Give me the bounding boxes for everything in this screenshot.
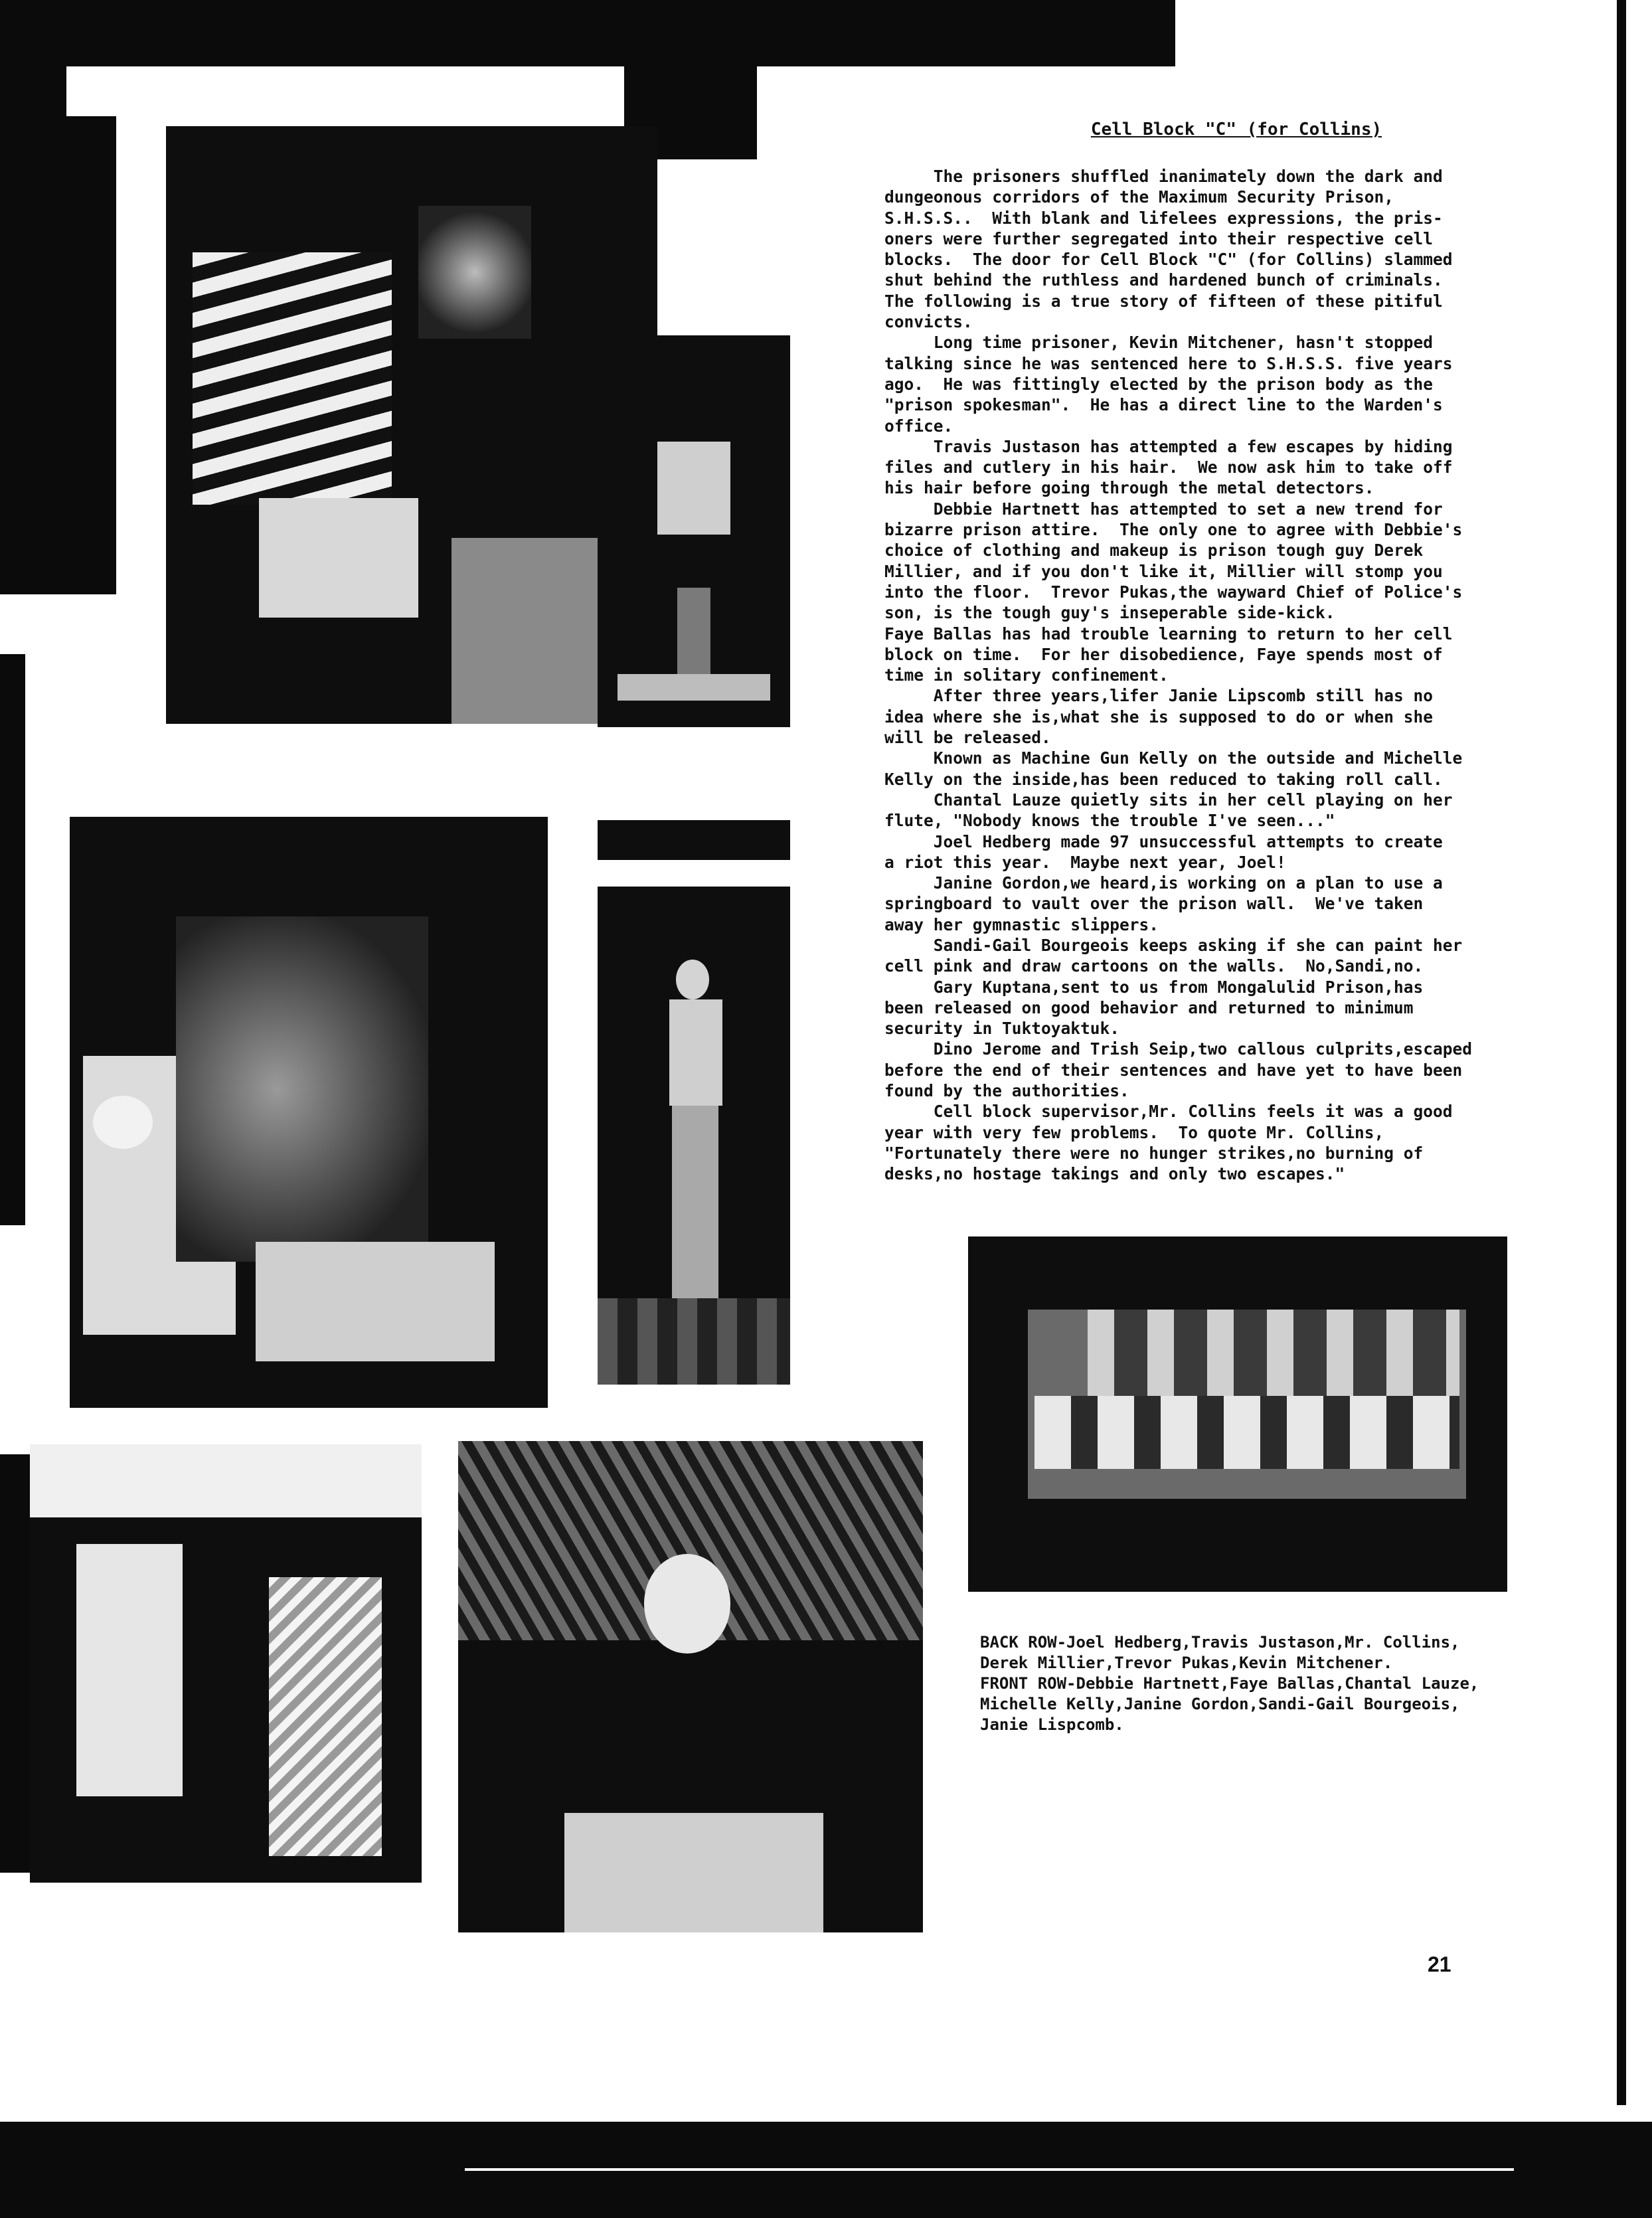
photo-highlight: [1088, 1310, 1459, 1396]
article-paragraph: Chantal Lauze quietly sits in her cell playing on her flute, "Nobody knows the trouble I've seen...": [884, 790, 1453, 831]
photo-students-reading: [166, 126, 657, 724]
article-paragraph: Long time prisoner, Kevin Mitchener, hasn't stopped talking since he was sentenced here to S.H.S.S. five years ago. He was fittingly elected by the prison body as the "prison spokesman". He has a direct line to the Warden's office.: [884, 333, 1453, 436]
left-edge-photo-fragment-2: [0, 654, 25, 1225]
photo-highlight: [193, 252, 392, 505]
photo-highlight: [1034, 1396, 1459, 1469]
article-title: Cell Block "C" (for Collins): [1090, 120, 1382, 139]
article-paragraph: The prisoners shuffled inanimately down the dark and dungeonous corridors of the Maximum Security Prison, S.H.S.S.. With blank and lifelees expressions, the pris- oners were further segregated into their respective cell blocks. The door for Cell Block "C" (for Collins) slammed shut behind the ruthless and hardened bunch of criminals. The following is a true story of fifteen of these pitiful convicts.: [884, 167, 1453, 332]
photo-highlight: [677, 588, 710, 681]
article-paragraph: Janine Gordon,we heard,is working on a plan to use a springboard to vault over the prison wall. We've taken away her gymnastic slippers.: [884, 873, 1443, 934]
group-photo-caption: BACK ROW-Joel Hedberg,Travis Justason,Mr. Collins, Derek Millier,Trevor Pukas,Kevin Mitchener. FRONT ROW-Debbie Hartnett,Faye Ballas,Chantal Lauze, Michelle Kelly,Janine Gordon,Sandi-Gail Bourgeois, Janie Lispcomb.: [980, 1633, 1479, 1734]
photo-highlight: [256, 1242, 495, 1361]
article-paragraph: Gary Kuptana,sent to us from Mongalulid Prison,has been released on good behavior and returned to minimum security in Tuktoyaktuk.: [884, 977, 1424, 1039]
article-paragraph: Debbie Hartnett has attempted to set a new trend for bizarre prison attire. The only one to agree with Debbie's choice of clothing and makeup is prison tough guy Derek Millier, and if you don't like it, Millier will stomp you into the floor. Trevor Pukas,the wayward Chief of Police's son, is the tough guy's inseperable side-kick.: [884, 499, 1463, 623]
page-number: 21: [1428, 1952, 1451, 1976]
photo-group-cell-block-c: [968, 1237, 1507, 1592]
photo-highlight: [269, 1577, 382, 1856]
right-edge-bar: [1617, 0, 1626, 2105]
photo-two-students: [30, 1444, 422, 1883]
article-paragraph: Known as Machine Gun Kelly on the outside and Michelle Kelly on the inside,has been reduced to taking roll call.: [884, 748, 1463, 789]
photo-highlight: [672, 1106, 718, 1305]
photo-student-standing: [598, 335, 790, 727]
left-edge-photo-fragment-1: [0, 116, 116, 594]
photo-highlight: [669, 999, 722, 1106]
photo-highlight: [598, 860, 790, 887]
photo-highlight: [598, 1298, 790, 1385]
article-paragraph: Travis Justason has attempted a few escapes by hiding files and cutlery in his hair. We now ask him to take off his hair before going through the metal detectors.: [884, 436, 1453, 498]
photo-highlight: [76, 1544, 183, 1796]
article-paragraph: Joel Hedberg made 97 unsuccessful attempts to create a riot this year. Maybe next year, Joel!: [884, 831, 1443, 872]
article-paragraph: Cell block supervisor,Mr. Collins feels it was a good year with very few problems. To quote Mr. Collins, "Fortunately there were no hunger strikes,no burning of desks,no hostage takings and only two escapes.": [884, 1102, 1453, 1184]
photo-highlight: [564, 1813, 823, 1932]
photo-highlight: [644, 1554, 730, 1654]
photo-highlight: [618, 674, 770, 701]
photo-badminton-player: [598, 820, 790, 1385]
photo-highlight: [418, 206, 531, 339]
article: [884, 120, 1509, 1185]
photo-student-seated: [458, 1441, 923, 1932]
photo-highlight: [176, 916, 428, 1262]
article-paragraph: Sandi-Gail Bourgeois keeps asking if she can paint her cell pink and draw cartoons on the walls. No,Sandi,no.: [884, 935, 1463, 976]
photo-kitchen-activity: [70, 817, 548, 1408]
top-dark-band-left: [0, 0, 66, 120]
left-edge-photo-fragment-3: [0, 1454, 33, 1873]
top-dark-band: [0, 0, 1175, 66]
article-paragraph: Dino Jerome and Trish Seip,two callous culprits,escaped before the end of their sentences and have yet to have been found by the authorities.: [884, 1039, 1473, 1101]
bottom-rule: [465, 2168, 1514, 2171]
photo-highlight: [657, 442, 730, 535]
photo-highlight: [676, 960, 709, 999]
photo-highlight: [30, 1444, 422, 1517]
article-paragraph: After three years,lifer Janie Lipscomb still has no idea where she is,what she is supposed to do or when she will be released.: [884, 686, 1434, 748]
photo-highlight: [93, 1096, 153, 1149]
photo-highlight: [259, 498, 418, 618]
article-paragraph: Faye Ballas has had trouble learning to return to her cell block on time. For her disobedience, Faye spends most of time in solitary confinement.: [884, 624, 1453, 685]
